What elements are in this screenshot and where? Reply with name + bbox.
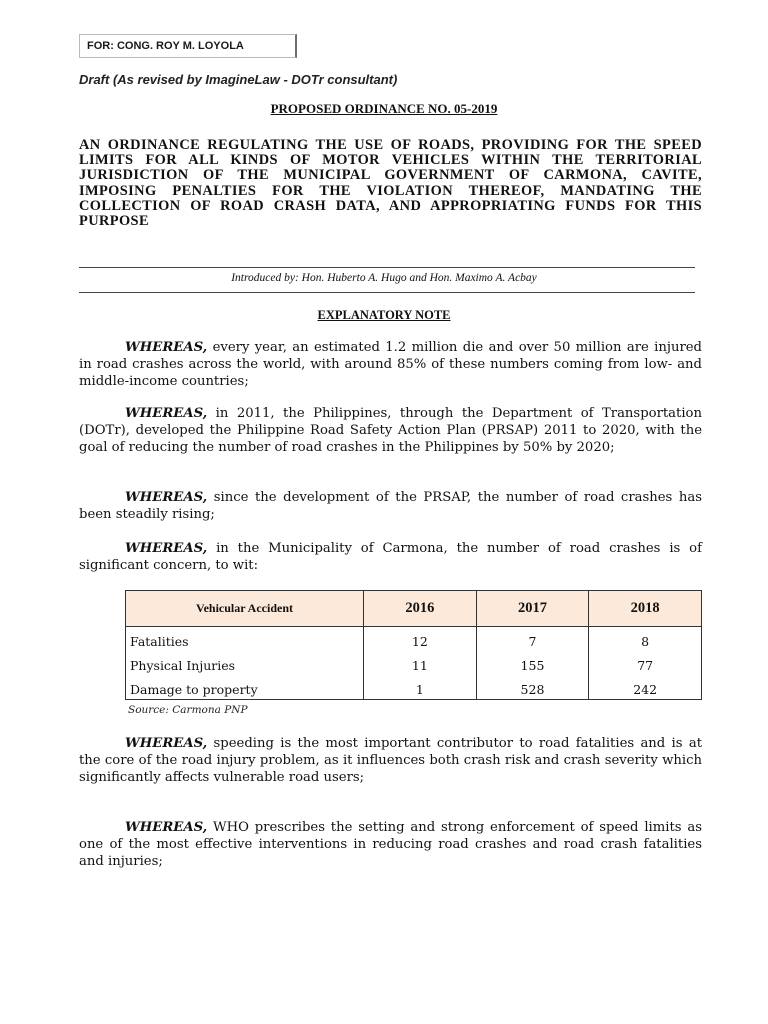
- cell-value: 8: [589, 627, 702, 652]
- introduced-by: Introduced by: Hon. Huberto A. Hugo and Hon. Maximo A. Acbay: [231, 272, 537, 284]
- cell-value: 242: [589, 675, 702, 700]
- table-row: [126, 627, 702, 652]
- whereas-label: WHEREAS,: [125, 736, 208, 751]
- whereas-paragraph-5: [79, 736, 702, 786]
- whereas-paragraph-4: [79, 541, 702, 575]
- table-header-year: 2017: [476, 591, 589, 627]
- table-header-label: Vehicular Accident: [126, 591, 364, 627]
- row-label: Damage to property: [126, 675, 364, 700]
- whereas-paragraph-6: [79, 820, 702, 870]
- whereas-label: WHEREAS,: [125, 490, 208, 505]
- cell-value: 12: [364, 627, 477, 652]
- row-label: Fatalities: [126, 627, 364, 652]
- cell-value: 11: [364, 651, 477, 675]
- whereas-label: WHEREAS,: [125, 541, 208, 556]
- paragraph-text: in 2011, the Philippines, through the Department of Transportation (DOTr), developed the Philippine Road Safety Action Plan (PRSAP) 2011 to 2020, with the goal of reducing the number of road crashes in the Philippines by 50% by 2020;: [79, 406, 702, 455]
- ordinance-title: AN ORDINANCE REGULATING THE USE OF ROADS, PROVIDING FOR THE SPEED LIMITS FOR ALL KINDS OF MOTOR VEHICLES WITHIN THE TERRITORIAL JURISDICTION OF THE MUNICIPAL GOVERNMENT OF CARMONA, CAVITE, IMPOSING PENALTIES FOR THE VIOLATION THEREOF, MANDATING THE COLLECTION OF ROAD CRASH DATA, AND APPROPRIATING FUNDS FOR THIS PURPOSE: [79, 137, 702, 230]
- row-label: Physical Injuries: [126, 651, 364, 675]
- table-header-row: [126, 591, 702, 627]
- paragraph-text: WHO prescribes the setting and strong enforcement of speed limits as one of the most effective interventions in reducing road crashes and road crash fatalities and injuries;: [79, 820, 702, 869]
- cell-value: 155: [476, 651, 589, 675]
- cell-value: 1: [364, 675, 477, 700]
- whereas-label: WHEREAS,: [125, 406, 208, 421]
- cell-value: 528: [476, 675, 589, 700]
- table-row: [126, 651, 702, 675]
- table-header-year: 2016: [364, 591, 477, 627]
- paragraph-text: every year, an estimated 1.2 million die and over 50 million are injured in road crashes across the world, with around 85% of these numbers coming from low- and middle-income countries;: [79, 340, 702, 389]
- whereas-paragraph-1: [79, 340, 702, 390]
- paragraph-text: speeding is the most important contributor to road fatalities and is at the core of the road injury problem, as it influences both crash risk and crash severity which significantly affects vulnerable road users;: [79, 736, 702, 785]
- divider-bottom: [79, 292, 695, 293]
- ordinance-number: PROPOSED ORDINANCE NO. 05-2019: [270, 101, 498, 116]
- whereas-paragraph-3: [79, 490, 702, 524]
- whereas-label: WHEREAS,: [125, 340, 208, 355]
- vehicular-accident-table: [125, 590, 702, 700]
- divider-top: [79, 267, 695, 268]
- whereas-label: WHEREAS,: [125, 820, 208, 835]
- table-header-year: 2018: [589, 591, 702, 627]
- paragraph-text: since the development of the PRSAP, the number of road crashes has been steadily rising;: [79, 490, 702, 522]
- table-source: Source: Carmona PNP: [128, 704, 248, 716]
- explanatory-note-heading: EXPLANATORY NOTE: [317, 308, 451, 322]
- whereas-paragraph-2: [79, 406, 702, 456]
- cell-value: 77: [589, 651, 702, 675]
- recipient-label: FOR: CONG. ROY M. LOYOLA: [79, 34, 297, 58]
- paragraph-text: in the Municipality of Carmona, the number of road crashes is of significant concern, to wit:: [79, 541, 702, 573]
- draft-note: Draft (As revised by ImagineLaw - DOTr consultant): [79, 72, 398, 87]
- cell-value: 7: [476, 627, 589, 652]
- table-row: [126, 675, 702, 700]
